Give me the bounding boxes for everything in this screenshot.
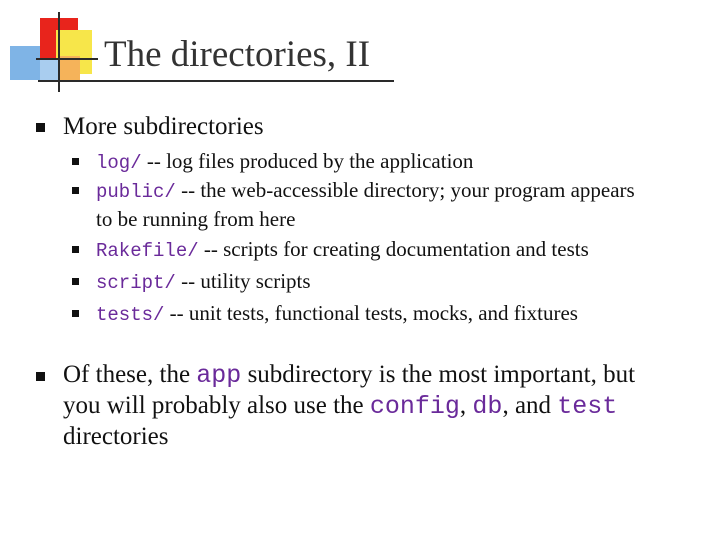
text-segment: Of these, the [63, 361, 197, 388]
code-public: public/ [96, 181, 176, 203]
deco-blue-small-square [40, 60, 58, 82]
sub-bullet-marker [72, 187, 79, 194]
sub-bullet-tests-text: -- unit tests, functional tests, mocks, and fixtures [164, 301, 578, 325]
sub-bullet-rakefile [96, 236, 589, 264]
code-test: test [557, 392, 618, 421]
text-segment: subdirectory is the most important, but [241, 361, 636, 388]
sub-bullet-public-continuation: to be running from here [96, 207, 296, 231]
sub-bullet-script [96, 268, 311, 296]
sub-bullet-marker [72, 310, 79, 317]
sub-bullet-marker [72, 246, 79, 253]
sub-bullet-tests [96, 300, 578, 328]
deco-horizontal-line [36, 58, 98, 60]
text-segment: , and [502, 392, 558, 419]
slide-title: The directories, II [104, 34, 371, 75]
sub-bullet-marker [72, 158, 79, 165]
code-config: config [369, 392, 460, 421]
sub-bullet-rakefile-text: -- scripts for creating documentation and tests [198, 237, 589, 261]
code-log: log/ [96, 152, 142, 174]
bullet-of-these [63, 360, 713, 452]
code-rakefile: Rakefile/ [96, 240, 199, 262]
bullet-of-these-line-2 [63, 391, 713, 422]
bullet-marker [36, 123, 45, 132]
bullet-of-these-line-3: directories [63, 423, 169, 450]
sub-bullet-log-text: -- log files produced by the application [141, 149, 474, 173]
bullet-more-subdirectories: More subdirectories [63, 113, 264, 140]
bullet-of-these-line-1 [63, 360, 713, 391]
sub-bullet-marker [72, 278, 79, 285]
code-db: db [472, 392, 503, 421]
sub-bullet-public-text: -- the web-accessible directory; your program appears [175, 178, 635, 202]
text-segment: , [459, 392, 473, 419]
deco-blue-square [10, 46, 40, 80]
sub-bullet-public [96, 177, 635, 205]
sub-bullet-log [96, 148, 473, 176]
bullet-marker [36, 372, 45, 381]
text-segment: you will probably also use the [63, 392, 370, 419]
sub-bullet-script-text: -- utility scripts [175, 269, 311, 293]
title-underline [38, 80, 394, 82]
code-tests: tests/ [96, 304, 165, 326]
code-app: app [196, 361, 242, 390]
code-script: script/ [96, 272, 176, 294]
